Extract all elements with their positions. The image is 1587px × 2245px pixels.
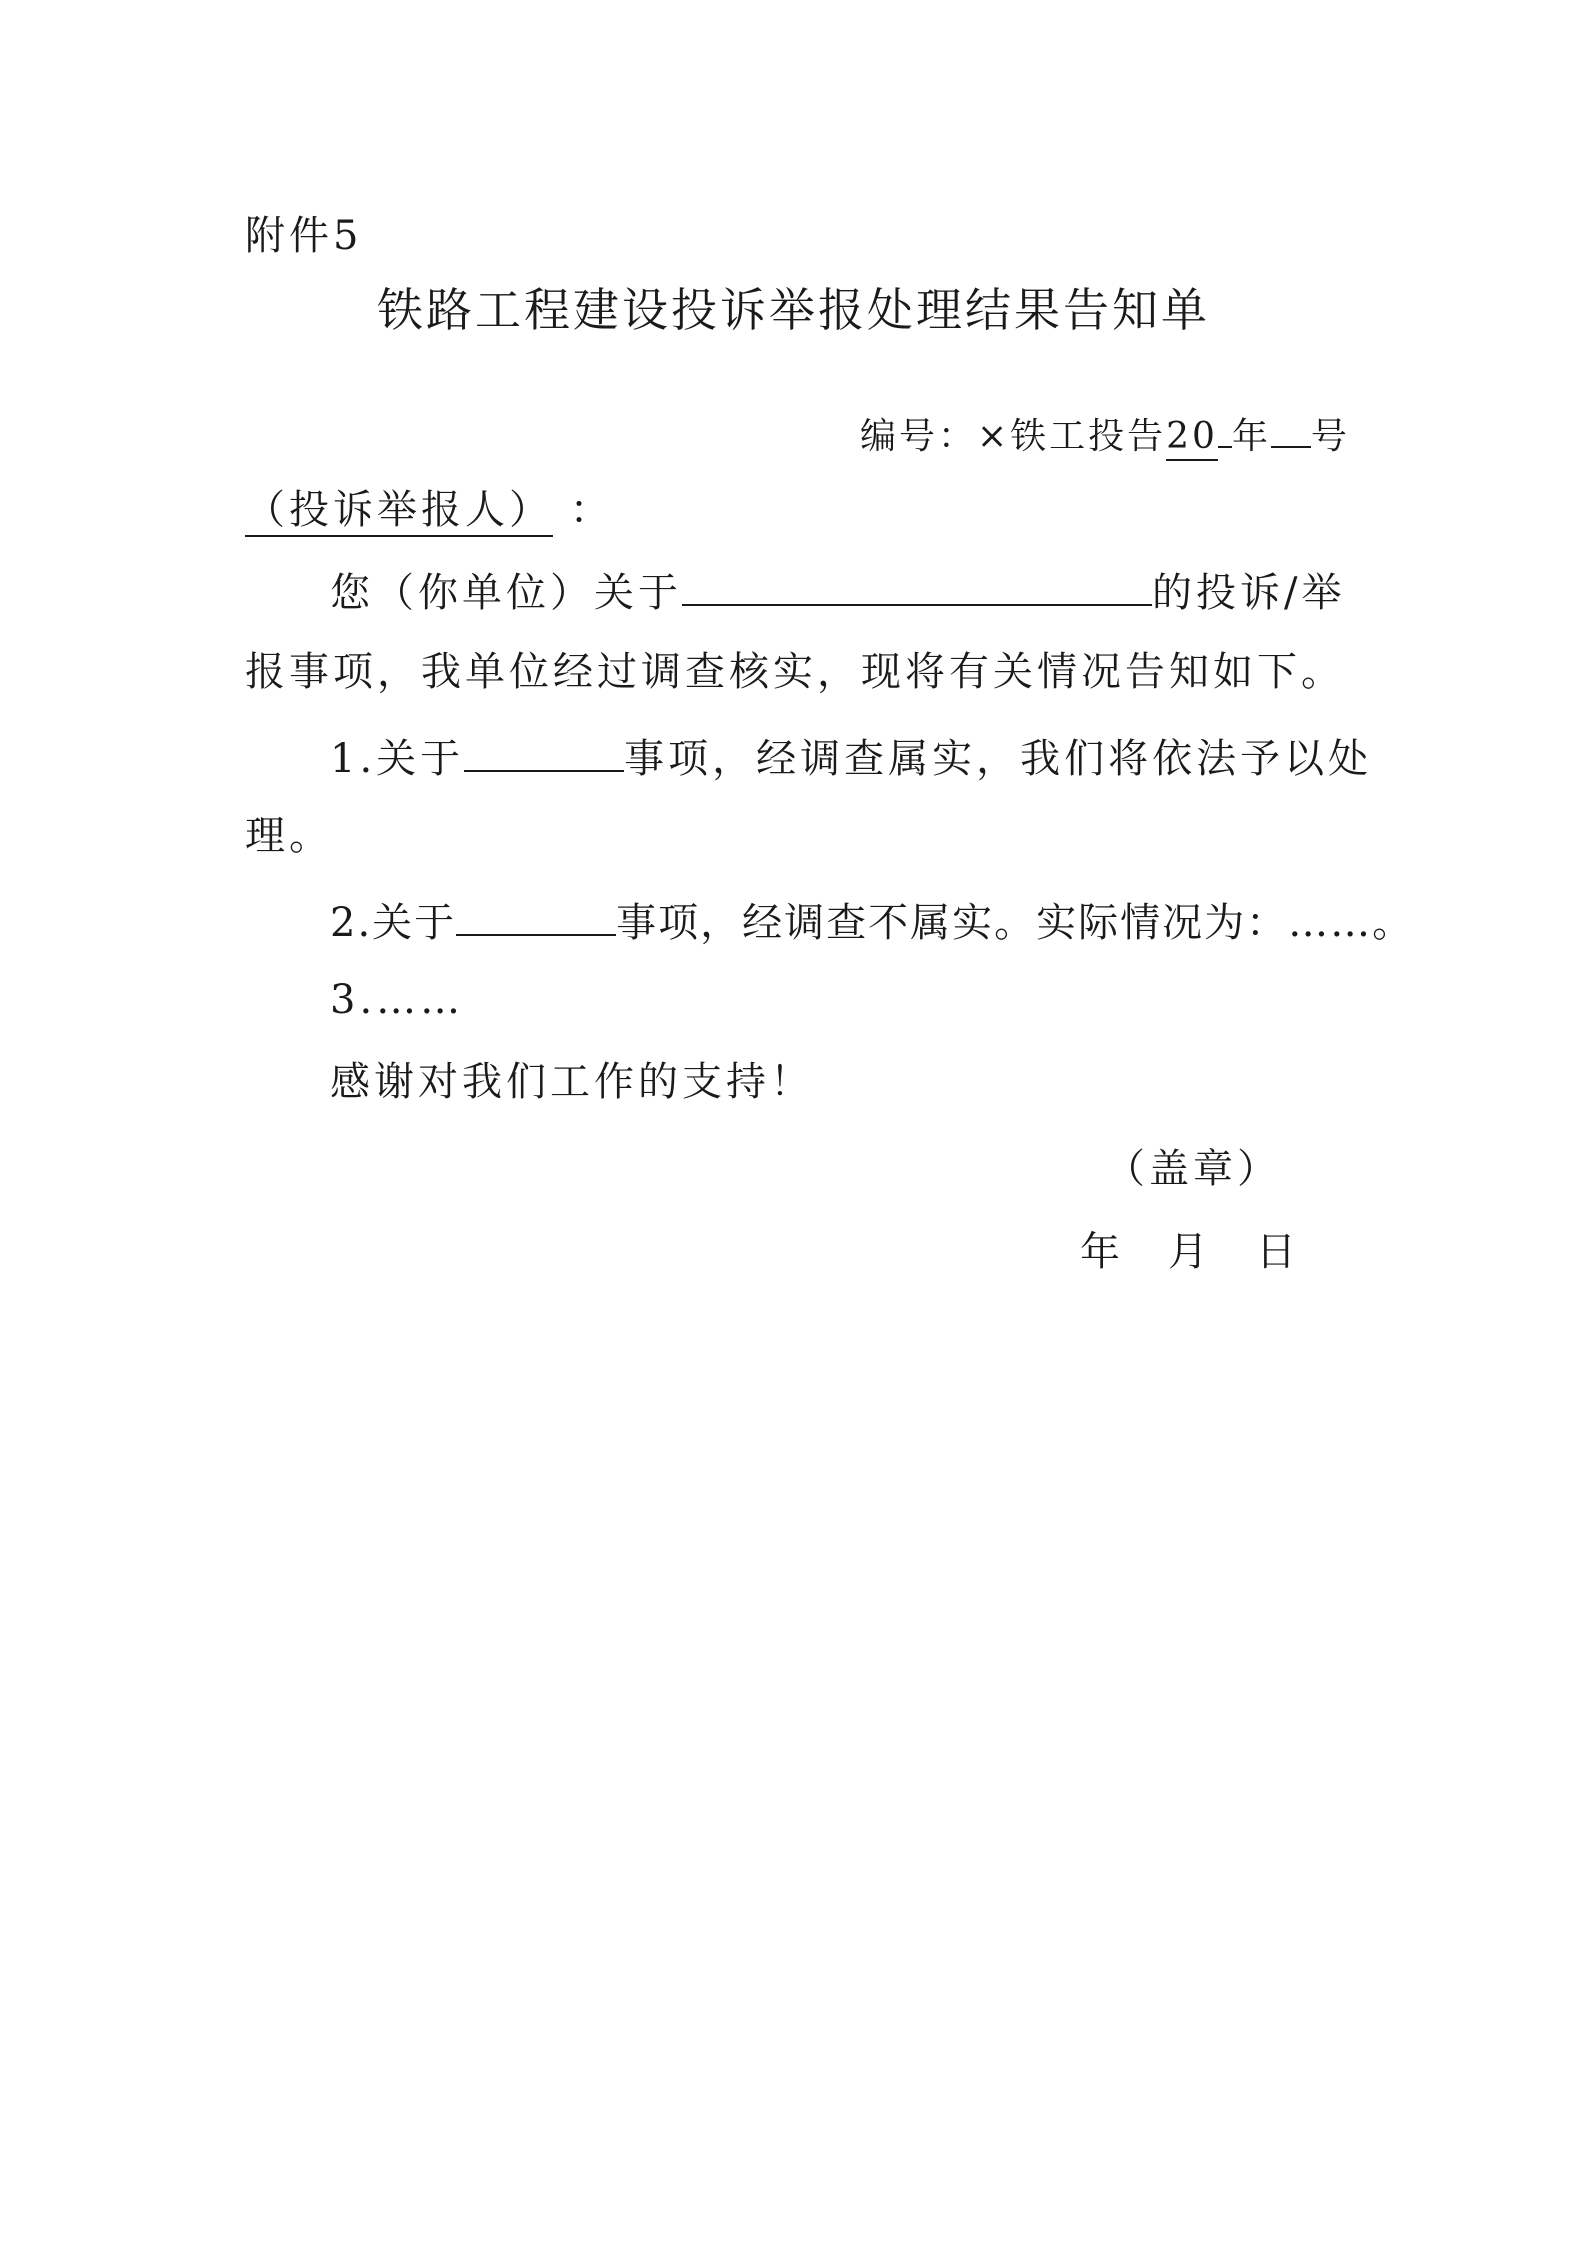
intro-text-before: 您（你单位）关于	[330, 570, 682, 616]
intro-paragraph	[330, 564, 1345, 617]
date-month-label: 月	[1168, 1229, 1212, 1275]
doc-number-year-prefix: 20	[1166, 416, 1218, 461]
intro-text-after: 的投诉/举	[1152, 570, 1346, 616]
item-3: 3.……	[330, 977, 465, 1023]
item-2-text-before: 2.关于	[330, 900, 457, 946]
doc-number-year-suffix: 年	[1231, 416, 1271, 457]
item-2-text-after: 事项，经调查不属实。实际情况为：……。	[616, 900, 1415, 946]
item-2-blank	[456, 894, 616, 936]
doc-number-serial-blank	[1271, 406, 1311, 448]
addressee-colon: ：	[569, 487, 614, 533]
doc-number-year-blank	[1218, 406, 1232, 448]
intro-paragraph-continued: 报事项，我单位经过调查核实，现将有关情况告知如下。	[245, 649, 1345, 695]
addressee-line	[245, 486, 614, 534]
item-1-continued: 理。	[245, 813, 333, 859]
date-line	[1080, 1228, 1300, 1276]
addressee-label: （投诉举报人）	[245, 487, 553, 537]
attachment-label: 附件5	[245, 213, 363, 259]
doc-number-suffix: 号	[1310, 416, 1350, 457]
doc-number-prefix: 编号：×铁工投告	[859, 416, 1167, 457]
date-year-label: 年	[1080, 1229, 1124, 1275]
item-1	[330, 730, 1372, 783]
item-1-text-after: 事项，经调查属实，我们将依法予以处	[624, 736, 1373, 782]
item-1-text-before: 1.关于	[330, 736, 465, 782]
seal-placeholder: （盖章）	[1105, 1146, 1281, 1192]
item-2	[330, 894, 1414, 947]
complaint-subject-blank	[682, 564, 1152, 606]
thanks-line: 感谢对我们工作的支持！	[330, 1059, 814, 1105]
date-day-label: 日	[1256, 1229, 1300, 1275]
item-1-blank	[464, 730, 624, 772]
document-number	[860, 406, 1350, 461]
document-title: 铁路工程建设投诉举报处理结果告知单	[377, 283, 1210, 337]
